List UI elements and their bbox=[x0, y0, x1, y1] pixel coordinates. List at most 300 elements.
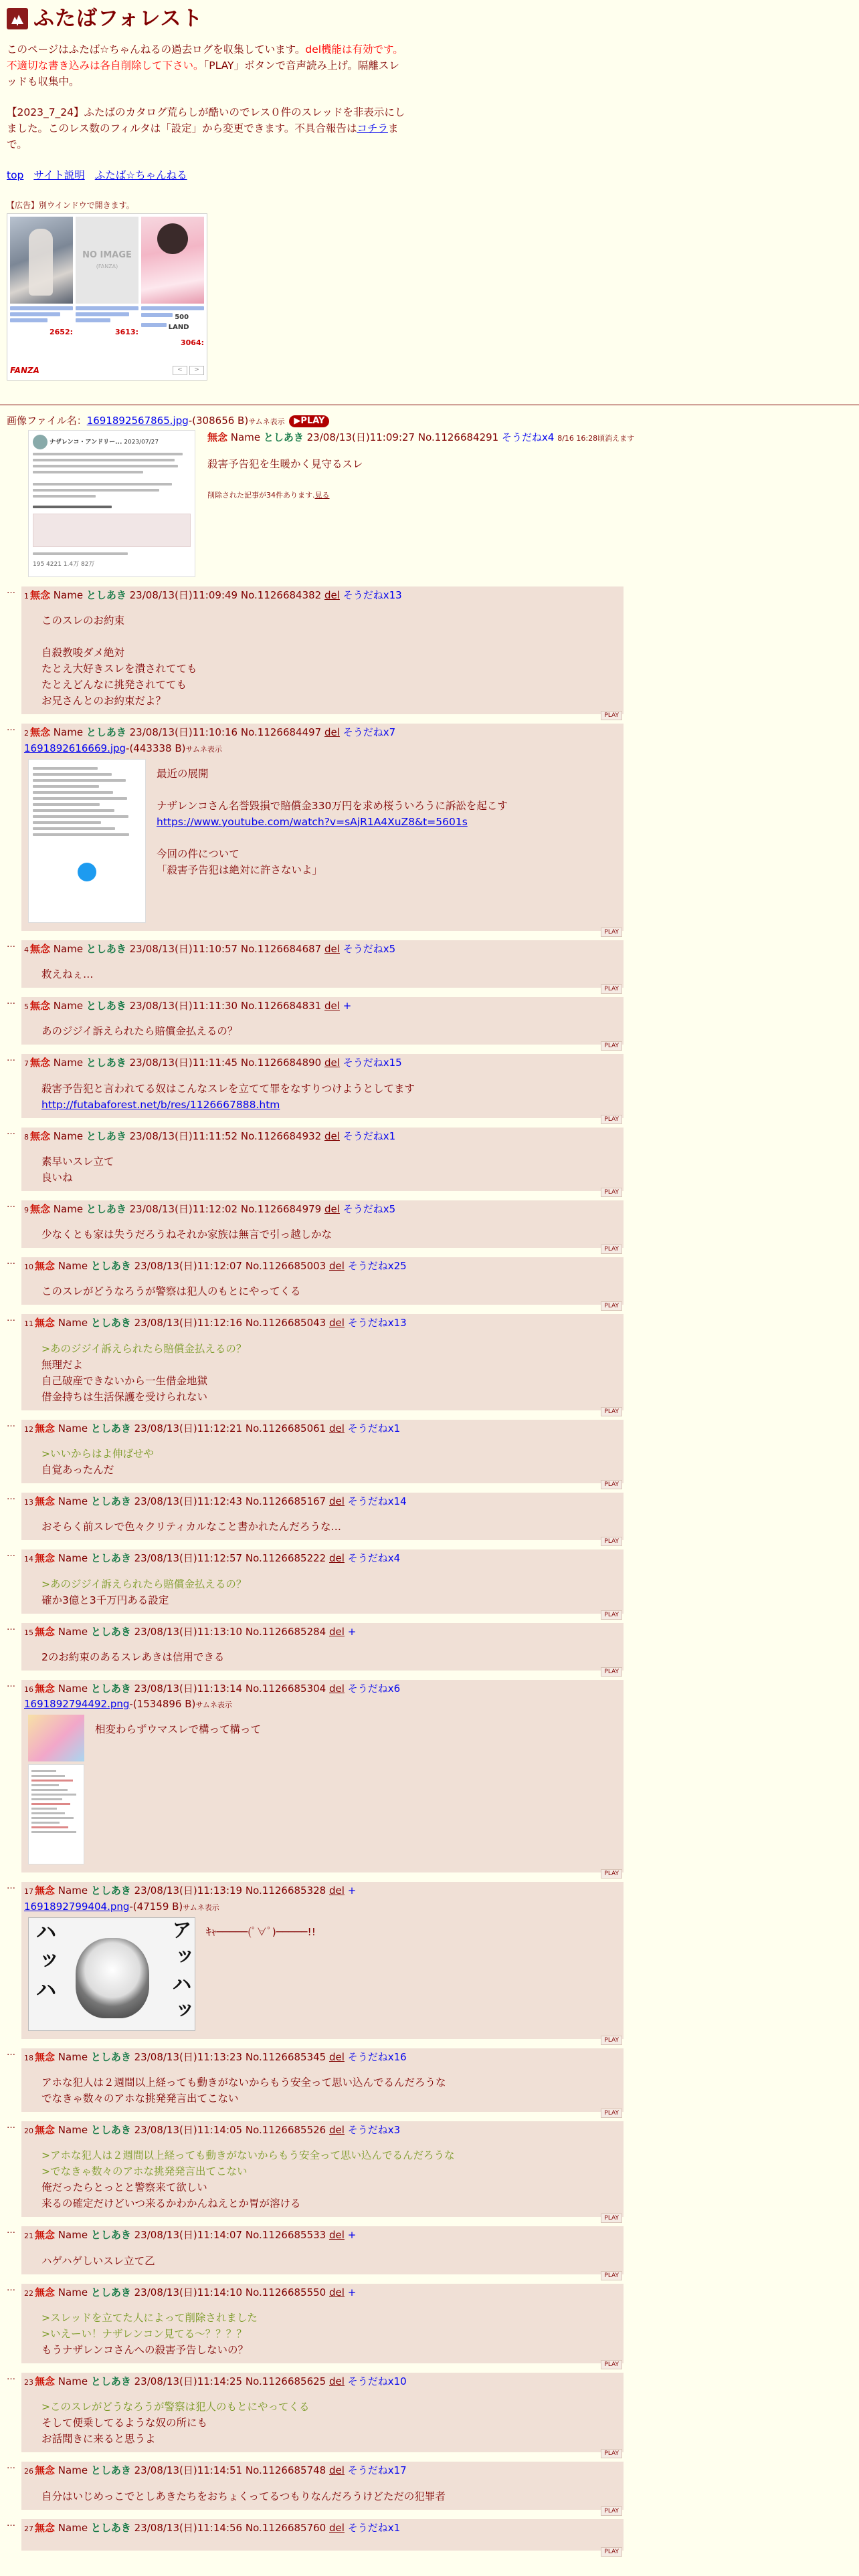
name-label: Name bbox=[58, 1885, 88, 1897]
ad-item[interactable] bbox=[76, 217, 138, 348]
quote-line: >このスレがどうなろうが警察は犯人のもとにやってくる bbox=[41, 2401, 310, 2413]
nav-futaba-link[interactable]: ふたば☆ちゃんねる bbox=[94, 169, 187, 182]
reply-play-button[interactable]: PLAY bbox=[601, 1667, 622, 1677]
del-button[interactable]: del bbox=[329, 2375, 345, 2388]
reply-file-size: -(47159 B) bbox=[129, 1900, 183, 1913]
reply-marker: … bbox=[7, 1257, 15, 1267]
del-button[interactable]: del bbox=[329, 1317, 345, 1329]
intro-paragraph bbox=[7, 41, 408, 90]
reply-file-line bbox=[24, 1697, 621, 1712]
file-label: 画像ファイル名： bbox=[7, 414, 87, 427]
op-file-link[interactable]: 1691892567865.jpg bbox=[86, 414, 189, 427]
reply-index: 7 bbox=[24, 1059, 29, 1069]
del-button[interactable]: del bbox=[324, 589, 340, 601]
poster-name: としあき bbox=[86, 1202, 126, 1215]
reply-marker: … bbox=[7, 2226, 15, 2236]
name-label: Name bbox=[58, 1260, 88, 1273]
soudane-button[interactable]: + bbox=[347, 2286, 357, 2298]
poster-name: としあき bbox=[86, 726, 126, 739]
reply-marker: … bbox=[7, 2121, 15, 2131]
poster-name: としあき bbox=[86, 942, 126, 955]
ad-next-button[interactable]: > bbox=[189, 366, 204, 375]
reply-post bbox=[21, 1549, 624, 1618]
reply-file-size: -(443338 B) bbox=[126, 742, 186, 754]
quote-line: >あのジジイ訴えられたら賠償金払えるの？ bbox=[41, 1578, 247, 1590]
reply-play-button[interactable]: PLAY bbox=[601, 1480, 622, 1489]
post-number[interactable]: No.1126685748 bbox=[245, 2464, 326, 2477]
del-button[interactable]: del bbox=[329, 1495, 345, 1508]
body-link-line bbox=[41, 1097, 621, 1113]
del-button[interactable]: del bbox=[329, 2050, 345, 2063]
soudane-button[interactable]: そうだねx4 bbox=[502, 431, 555, 443]
reply-post bbox=[21, 940, 624, 993]
del-button[interactable]: del bbox=[329, 1682, 345, 1695]
reply-marker: … bbox=[7, 1881, 15, 1892]
del-button[interactable]: del bbox=[329, 1552, 345, 1565]
post-number[interactable]: No.1126684831 bbox=[240, 1000, 322, 1012]
reply-play-button[interactable]: PLAY bbox=[601, 2547, 622, 2557]
post-subject: 無念 bbox=[35, 2375, 56, 2388]
soudane-button[interactable]: + bbox=[347, 2229, 357, 2242]
reply-marker: … bbox=[7, 1622, 15, 1632]
post-number[interactable]: No.1126685533 bbox=[245, 2229, 326, 2242]
soudane-button[interactable]: そうだねx15 bbox=[343, 1057, 402, 1069]
thumb-note: サムネ表示 bbox=[183, 1903, 219, 1912]
reply-meta bbox=[24, 1551, 621, 1566]
nav-about-link[interactable]: サイト説明 bbox=[33, 169, 85, 182]
post-number[interactable]: No.1126684890 bbox=[240, 1057, 322, 1069]
bug-report-link[interactable]: コチラ bbox=[357, 122, 388, 135]
reply-meta bbox=[24, 588, 621, 603]
post-number[interactable]: No.1126685328 bbox=[245, 1885, 326, 1897]
ad-banner[interactable] bbox=[7, 213, 207, 381]
reply-play-button[interactable]: PLAY bbox=[601, 2449, 622, 2458]
soudane-button[interactable]: そうだねx1 bbox=[343, 1130, 396, 1142]
post-date: 23/08/13(日)11:11:30 bbox=[129, 1000, 238, 1012]
soudane-button[interactable]: + bbox=[347, 1885, 357, 1897]
body-line: アホな犯人は２週間以上経っても動きがないからもう安全って思い込んでるんだろうな bbox=[41, 2076, 446, 2089]
post-subject: 無念 bbox=[35, 1422, 56, 1434]
soudane-button[interactable]: そうだねx10 bbox=[347, 2375, 407, 2388]
reply-post bbox=[21, 2519, 624, 2555]
reply-play-button[interactable]: PLAY bbox=[601, 1537, 622, 1546]
reply-post bbox=[21, 1257, 624, 1310]
reply-row bbox=[7, 1549, 859, 1618]
del-button[interactable]: del bbox=[324, 1000, 340, 1012]
reply-index: 20 bbox=[24, 2127, 33, 2136]
reply-thumbnail[interactable] bbox=[28, 759, 146, 923]
ad-prev-button[interactable]: < bbox=[173, 366, 187, 375]
soudane-button[interactable]: + bbox=[347, 1625, 357, 1638]
reply-post bbox=[21, 1623, 624, 1675]
reply-row bbox=[7, 996, 859, 1050]
reply-index: 4 bbox=[24, 945, 29, 954]
reply-post bbox=[21, 2226, 624, 2279]
name-label: Name bbox=[58, 2521, 88, 2534]
post-number[interactable]: No.1126685760 bbox=[245, 2521, 326, 2534]
post-date: 23/08/13(日)11:14:10 bbox=[134, 2286, 243, 2298]
reply-body bbox=[41, 1649, 621, 1665]
post-subject: 無念 bbox=[30, 1202, 51, 1215]
body-line: 最近の展開 bbox=[157, 767, 209, 780]
reply-row bbox=[7, 2282, 859, 2369]
reply-index: 27 bbox=[24, 2524, 33, 2533]
reply-index: 14 bbox=[24, 1555, 33, 1564]
reply-body bbox=[41, 2253, 621, 2269]
ad-item-text: LAND bbox=[168, 324, 189, 332]
body-line bbox=[41, 629, 621, 645]
reply-meta bbox=[24, 2228, 621, 2243]
reply-index: 9 bbox=[24, 1205, 29, 1214]
ad-item-text: 500 bbox=[175, 313, 189, 321]
del-button[interactable]: del bbox=[329, 2464, 345, 2477]
quote-line: >アホな犯人は２週間以上経っても動きがないからもう安全って思い込んでるんだろうな bbox=[41, 2149, 455, 2162]
reply-play-button[interactable]: PLAY bbox=[601, 984, 622, 994]
post-date: 23/08/13(日)11:10:16 bbox=[129, 726, 238, 739]
post-date: 23/08/13(日)11:11:52 bbox=[129, 1130, 238, 1142]
body-line: もうナザレンコさんへの殺害予告しないの？ bbox=[41, 2344, 248, 2357]
soudane-button[interactable]: そうだねx13 bbox=[343, 589, 402, 601]
reply-index: 2 bbox=[24, 729, 29, 738]
fanza-logo: FANZA bbox=[10, 366, 39, 376]
reply-body bbox=[41, 1154, 621, 1186]
ad-image[interactable] bbox=[141, 217, 204, 304]
post-date: 23/08/13(日)11:09:49 bbox=[129, 589, 238, 601]
soudane-button[interactable]: そうだねx1 bbox=[347, 1422, 401, 1434]
post-subject: 無念 bbox=[35, 1317, 56, 1329]
reply-play-button[interactable]: PLAY bbox=[601, 2214, 622, 2223]
reply-file-link[interactable]: 1691892794492.png bbox=[24, 1698, 130, 1711]
post-number[interactable]: No.1126684932 bbox=[240, 1130, 322, 1142]
reply-index: 15 bbox=[24, 1628, 33, 1637]
update-notice-text: 【2023_7_24】ふたばのカタログ荒らしが酷いのでレス０件のスレッドを非表示にしました。このレス数のフィルタは「設定」から変更できます。不具合報告は bbox=[7, 106, 405, 135]
op-file-line bbox=[7, 413, 852, 429]
del-button[interactable]: del bbox=[324, 726, 340, 739]
reply-index: 22 bbox=[24, 2288, 33, 2298]
post-date: 23/08/13(日)11:14:05 bbox=[134, 2124, 243, 2137]
body-line: おそらく前スレで色々クリティカルなこと書かれたんだろうな… bbox=[41, 1521, 341, 1533]
soudane-button[interactable]: + bbox=[343, 1000, 352, 1012]
del-button[interactable]: del bbox=[324, 1057, 340, 1069]
reply-post bbox=[21, 2121, 624, 2222]
reply-row bbox=[7, 2047, 859, 2117]
reply-play-button[interactable]: PLAY bbox=[601, 1188, 622, 1197]
post-date: 23/08/13(日)11:13:14 bbox=[134, 1682, 243, 1695]
post-number[interactable]: No.1126685003 bbox=[245, 1260, 326, 1273]
reply-index: 10 bbox=[24, 1263, 33, 1272]
soudane-button[interactable]: そうだねx16 bbox=[347, 2050, 407, 2063]
soudane-button[interactable]: そうだねx7 bbox=[343, 726, 396, 739]
reply-marker: … bbox=[7, 939, 15, 950]
name-label: Name bbox=[58, 2375, 88, 2388]
poster-name: としあき bbox=[86, 1000, 126, 1012]
twitter-bird-icon bbox=[78, 863, 96, 881]
post-number[interactable]: No.1126685284 bbox=[245, 1625, 326, 1638]
post-subject: 無念 bbox=[35, 1552, 56, 1565]
nav-top-link[interactable]: top bbox=[7, 169, 24, 182]
soudane-button[interactable]: そうだねx1 bbox=[347, 2521, 401, 2534]
manga-text: ハ ッ ハ bbox=[32, 1920, 58, 2000]
name-label: Name bbox=[53, 589, 84, 601]
post-date: 23/08/13(日)11:12:02 bbox=[129, 1202, 238, 1215]
reply-marker: … bbox=[7, 2518, 15, 2529]
ad-item[interactable] bbox=[10, 217, 73, 348]
body-line: 今回の件について bbox=[157, 847, 240, 860]
soudane-button[interactable]: そうだねx5 bbox=[343, 1202, 396, 1215]
reply-body bbox=[41, 1226, 621, 1243]
reply-play-button[interactable]: PLAY bbox=[601, 2506, 622, 2516]
name-label: Name bbox=[53, 1000, 84, 1012]
post-number[interactable]: No.1126685526 bbox=[245, 2124, 326, 2137]
del-button[interactable]: del bbox=[324, 1202, 340, 1215]
quote-line: >いいからはよ伸ばせや bbox=[41, 1448, 154, 1461]
del-button[interactable]: del bbox=[324, 942, 340, 955]
post-subject: 無念 bbox=[35, 1885, 56, 1897]
post-number[interactable]: No.1126684382 bbox=[240, 589, 322, 601]
thumb-date: 2023/07/27 bbox=[124, 439, 159, 446]
op-play-button[interactable]: ▶PLAY bbox=[289, 415, 329, 427]
del-button[interactable]: del bbox=[329, 1260, 345, 1273]
reply-post bbox=[21, 1420, 624, 1489]
reply-file-link[interactable]: 1691892799404.png bbox=[24, 1900, 130, 1913]
update-notice bbox=[7, 104, 408, 152]
reply-index: 1 bbox=[24, 592, 29, 601]
reply-thumbnail[interactable] bbox=[28, 1917, 195, 2031]
del-button[interactable]: del bbox=[329, 2229, 345, 2242]
soudane-button[interactable]: そうだねx3 bbox=[347, 2124, 401, 2137]
name-label: Name bbox=[53, 942, 84, 955]
reply-body bbox=[41, 1721, 621, 1737]
poster-name: としあき bbox=[90, 1885, 131, 1897]
post-subject: 無念 bbox=[207, 431, 228, 443]
poster-name: としあき bbox=[90, 2229, 131, 2242]
post-number[interactable]: No.1126684497 bbox=[240, 726, 322, 739]
del-button[interactable]: del bbox=[329, 1422, 345, 1434]
name-label: Name bbox=[58, 1317, 88, 1329]
post-number[interactable]: No.1126685550 bbox=[245, 2286, 326, 2298]
reply-body bbox=[41, 2488, 621, 2504]
reply-file-line bbox=[24, 741, 621, 756]
reply-index: 18 bbox=[24, 2053, 33, 2062]
body-line: でなきゃ数々のアホな挑発発言出てこない bbox=[41, 2092, 239, 2105]
poster-name: としあき bbox=[90, 2286, 131, 2298]
reply-play-button[interactable]: PLAY bbox=[601, 2109, 622, 2118]
reply-play-button[interactable]: PLAY bbox=[601, 2271, 622, 2280]
poster-name: としあき bbox=[90, 1317, 131, 1329]
del-button[interactable]: del bbox=[329, 2521, 345, 2534]
reply-meta bbox=[24, 942, 621, 957]
body-line: お兄さんとのお約束だよ？ bbox=[41, 695, 167, 708]
expire-time: 8/16 16:28頃消えます bbox=[557, 434, 635, 443]
reply-marker: … bbox=[7, 1492, 15, 1503]
name-label: Name bbox=[58, 2124, 88, 2137]
del-button[interactable]: del bbox=[329, 2286, 345, 2298]
reply-play-button[interactable]: PLAY bbox=[601, 1041, 622, 1051]
reply-post bbox=[21, 1200, 624, 1253]
reply-index: 21 bbox=[24, 2232, 33, 2241]
reply-post bbox=[21, 2462, 624, 2514]
body-line: 殺害予告犯と言われてる奴はこんなスレを立てて罪をなすりつけようとしてます bbox=[41, 1082, 415, 1095]
reply-thumbnail[interactable] bbox=[28, 1715, 84, 1864]
reply-play-button[interactable]: PLAY bbox=[601, 2360, 622, 2369]
post-date: 23/08/13(日)11:10:57 bbox=[129, 942, 238, 955]
name-label: Name bbox=[58, 2464, 88, 2477]
reply-marker: … bbox=[7, 723, 15, 734]
reply-body bbox=[41, 966, 621, 982]
reply-meta bbox=[24, 2050, 621, 2065]
soudane-button[interactable]: そうだねx6 bbox=[347, 1682, 401, 1695]
reply-play-button[interactable]: PLAY bbox=[601, 1301, 622, 1311]
soudane-button[interactable]: そうだねx17 bbox=[347, 2464, 407, 2477]
reply-body bbox=[41, 2310, 621, 2358]
reply-post bbox=[21, 586, 624, 720]
post-number[interactable]: No.1126685304 bbox=[245, 1682, 326, 1695]
post-date: 23/08/13(日)11:13:23 bbox=[134, 2050, 243, 2063]
reply-post bbox=[21, 2284, 624, 2369]
reply-play-button[interactable]: PLAY bbox=[601, 2036, 622, 2045]
reply-index: 12 bbox=[24, 1424, 33, 1434]
post-subject: 無念 bbox=[35, 1682, 56, 1695]
reply-marker: … bbox=[7, 2372, 15, 2383]
body-line: 確か3億と3千万円ある設定 bbox=[41, 1594, 169, 1606]
reply-play-button[interactable]: PLAY bbox=[601, 1610, 622, 1620]
quote-line: >でなきゃ数々のアホな挑発発言出てこない bbox=[41, 2165, 248, 2178]
op-thumbnail[interactable] bbox=[28, 430, 195, 577]
reply-meta bbox=[24, 1315, 621, 1331]
thumb-note: サムネ表示 bbox=[185, 744, 222, 754]
reply-play-button[interactable]: PLAY bbox=[601, 1115, 622, 1124]
post-number[interactable]: No.1126685345 bbox=[245, 2050, 326, 2063]
soudane-button[interactable]: そうだねx25 bbox=[347, 1260, 407, 1273]
no-image-sub: (FANZA) bbox=[96, 263, 118, 270]
reply-post bbox=[21, 724, 624, 936]
post-number[interactable]: No.1126685061 bbox=[245, 1422, 326, 1434]
poster-name: としあき bbox=[86, 1057, 126, 1069]
reply-meta bbox=[24, 1055, 621, 1071]
reply-row bbox=[7, 1199, 859, 1253]
post-number[interactable]: No.1126685625 bbox=[245, 2375, 326, 2388]
reply-meta bbox=[24, 2463, 621, 2478]
post-number[interactable]: No.1126685043 bbox=[245, 1317, 326, 1329]
body-link[interactable]: http://futabaforest.net/b/res/1126667888.htm bbox=[41, 1098, 280, 1111]
reply-meta bbox=[24, 1681, 621, 1697]
reply-list bbox=[0, 586, 859, 2555]
reply-play-button[interactable]: PLAY bbox=[601, 1869, 622, 1879]
reply-marker: … bbox=[7, 1199, 15, 1210]
poster-name: としあき bbox=[86, 1130, 126, 1142]
poster-name: としあき bbox=[90, 2464, 131, 2477]
name-label: Name bbox=[230, 431, 261, 443]
poster-name: としあき bbox=[263, 431, 304, 443]
reply-marker: … bbox=[7, 1418, 15, 1429]
reply-meta bbox=[24, 2520, 621, 2536]
reply-row bbox=[7, 1418, 859, 1489]
reply-play-button[interactable]: PLAY bbox=[601, 928, 622, 937]
del-button[interactable]: del bbox=[329, 1885, 345, 1897]
forest-logo-icon[interactable] bbox=[7, 8, 28, 29]
reply-meta bbox=[24, 1624, 621, 1640]
del-button[interactable]: del bbox=[329, 2124, 345, 2137]
poster-name: としあき bbox=[90, 2521, 131, 2534]
reply-row bbox=[7, 1881, 859, 2044]
reply-meta bbox=[24, 1883, 621, 1899]
reply-meta bbox=[24, 2374, 621, 2389]
deleted-notice bbox=[207, 490, 852, 501]
post-subject: 無念 bbox=[30, 1057, 51, 1069]
poster-name: としあき bbox=[90, 1682, 131, 1695]
body-line: お話聞きに来ると思うよ bbox=[41, 2433, 156, 2446]
reply-play-button[interactable]: PLAY bbox=[601, 711, 622, 720]
thumb-username: ナザレンコ・アンドリー... bbox=[49, 439, 122, 446]
manga-face bbox=[76, 1938, 149, 2018]
post-date: 23/08/13(日)11:12:43 bbox=[134, 1495, 243, 1508]
post-date: 23/08/13(日)11:14:56 bbox=[134, 2521, 243, 2534]
thumb-note: サムネ表示 bbox=[248, 417, 285, 426]
poster-name: としあき bbox=[90, 1260, 131, 1273]
name-label: Name bbox=[58, 1625, 88, 1638]
reply-body bbox=[41, 2399, 621, 2447]
soudane-button[interactable]: そうだねx14 bbox=[347, 1495, 407, 1508]
post-number[interactable]: No.1126684291 bbox=[417, 431, 499, 443]
soudane-button[interactable]: そうだねx13 bbox=[347, 1317, 407, 1329]
reply-row bbox=[7, 1053, 859, 1123]
name-label: Name bbox=[58, 2229, 88, 2242]
reply-row bbox=[7, 2518, 859, 2555]
soudane-button[interactable]: そうだねx5 bbox=[343, 942, 396, 955]
ad-item[interactable] bbox=[141, 217, 204, 348]
del-button[interactable]: del bbox=[324, 1130, 340, 1142]
body-line: そして便乗してるような奴の所にも bbox=[41, 2417, 208, 2430]
ad-image[interactable] bbox=[10, 217, 73, 304]
reply-marker: … bbox=[7, 1549, 15, 1560]
reply-post bbox=[21, 1882, 624, 2044]
reply-post bbox=[21, 1493, 624, 1545]
name-label: Name bbox=[58, 1495, 88, 1508]
post-date: 23/08/13(日)11:09:27 bbox=[306, 431, 415, 443]
reply-play-button[interactable]: PLAY bbox=[601, 1245, 622, 1254]
post-number[interactable]: No.1126684687 bbox=[240, 942, 322, 955]
reply-marker: … bbox=[7, 1126, 15, 1137]
post-number[interactable]: No.1126684979 bbox=[240, 1202, 322, 1215]
reply-index: 5 bbox=[24, 1002, 29, 1012]
thumb-note: サムネ表示 bbox=[195, 1701, 232, 1710]
body-line: 自殺教唆ダメ絶対 bbox=[41, 647, 125, 659]
del-button[interactable]: del bbox=[329, 1625, 345, 1638]
post-subject: 無念 bbox=[35, 2124, 56, 2137]
post-subject: 無念 bbox=[30, 942, 51, 955]
ad-price: 2652: bbox=[49, 327, 73, 336]
post-subject: 無念 bbox=[30, 1130, 51, 1142]
ad-image-placeholder[interactable] bbox=[76, 217, 138, 304]
post-number[interactable]: No.1126685167 bbox=[245, 1495, 326, 1508]
post-subject: 無念 bbox=[35, 1260, 56, 1273]
reply-play-button[interactable]: PLAY bbox=[601, 1407, 622, 1416]
body-line: 俺だったらとっとと警察来て欲しい bbox=[41, 2181, 207, 2194]
site-title: ふたばフォレスト bbox=[33, 7, 203, 31]
reply-file-size: -(1534896 B) bbox=[129, 1698, 196, 1711]
reply-file-link[interactable]: 1691892616669.jpg bbox=[24, 742, 126, 754]
show-deleted-link[interactable]: 見る bbox=[314, 491, 330, 500]
quote-line: >あのジジイ訴えられたら賠償金払えるの？ bbox=[41, 1342, 247, 1355]
body-line: 2のお約束のあるスレあきは信用できる bbox=[41, 1650, 225, 1663]
soudane-button[interactable]: そうだねx4 bbox=[347, 1552, 401, 1565]
reply-row bbox=[7, 939, 859, 993]
body-link[interactable]: https://www.youtube.com/watch?v=sAjR1A4XuZ8&t=5601s bbox=[157, 815, 468, 828]
post-number[interactable]: No.1126685222 bbox=[245, 1552, 326, 1565]
reply-meta bbox=[24, 1494, 621, 1509]
body-line: 「殺害予告犯は絶対に許さないよ」 bbox=[157, 863, 323, 876]
reply-meta bbox=[24, 1259, 621, 1274]
